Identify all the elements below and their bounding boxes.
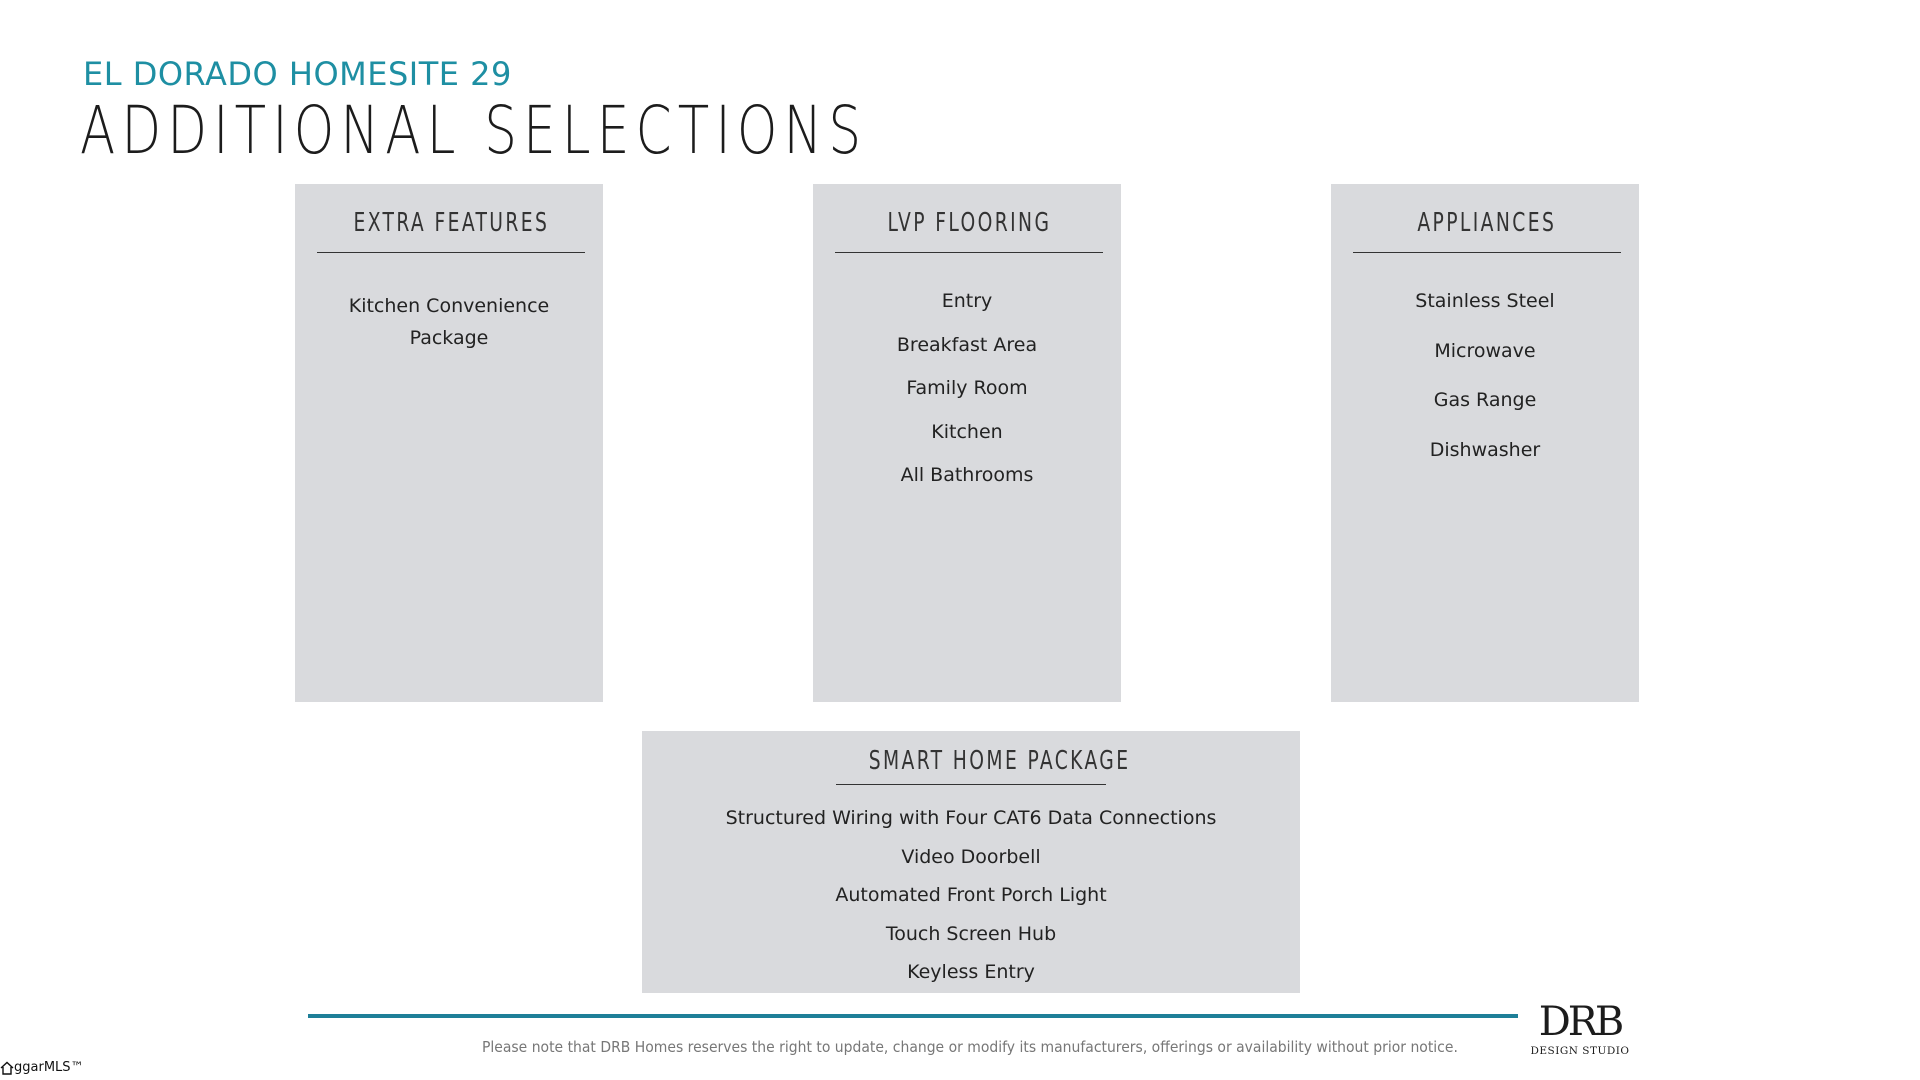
smart-home-panel: [642, 731, 1300, 993]
lvp-flooring-heading: LVP FLOORING: [835, 210, 1103, 253]
list-item: Automated Front Porch Light: [835, 884, 1107, 906]
page-subtitle: EL DORADO HOMESITE 29: [83, 55, 512, 93]
list-item: Gas Range: [1433, 389, 1537, 411]
smart-home-list: [642, 807, 1300, 1000]
lvp-flooring-list: [813, 290, 1121, 508]
list-item: Kitchen: [931, 420, 1003, 443]
house-icon: [0, 1061, 14, 1075]
list-item: Video Doorbell: [901, 845, 1041, 868]
list-item: Entry: [941, 290, 993, 312]
list-item: Breakfast Area: [896, 333, 1038, 356]
list-item: Family Room: [906, 377, 1028, 399]
drb-design-studio-logo: [1530, 1000, 1630, 1058]
list-item: Structured Wiring with Four CAT6 Data Connections: [725, 807, 1217, 829]
footer-disclaimer: Please note that DRB Homes reserves the right to update, change or modify its manufacturers, offerings or availability without prior notice.: [482, 1038, 1458, 1056]
list-item: Stainless Steel: [1415, 290, 1555, 312]
extra-features-list: [295, 290, 603, 354]
appliances-panel: [1331, 184, 1639, 702]
mls-watermark: [0, 1060, 84, 1075]
list-item: Microwave: [1434, 339, 1536, 362]
lvp-flooring-panel: [813, 184, 1121, 702]
list-item: Keyless Entry: [907, 961, 1035, 983]
mls-watermark-text: ggarMLS™: [14, 1060, 84, 1075]
list-item: Touch Screen Hub: [885, 922, 1057, 945]
brand-subtitle: DESIGN STUDIO: [1530, 1045, 1630, 1057]
footer-divider: [308, 1014, 1518, 1018]
list-item: Dishwasher: [1429, 438, 1541, 461]
appliances-heading: APPLIANCES: [1353, 210, 1621, 253]
page-title: ADDITIONAL SELECTIONS: [80, 92, 868, 169]
smart-home-heading: SMART HOME PACKAGE: [836, 748, 1106, 785]
brand-mark: DRB: [1538, 999, 1622, 1045]
list-item: Kitchen Convenience Package: [348, 295, 550, 349]
list-item: All Bathrooms: [900, 464, 1034, 486]
extra-features-heading: EXTRA FEATURES: [317, 210, 585, 253]
extra-features-panel: [295, 184, 603, 702]
appliances-list: [1331, 290, 1639, 488]
